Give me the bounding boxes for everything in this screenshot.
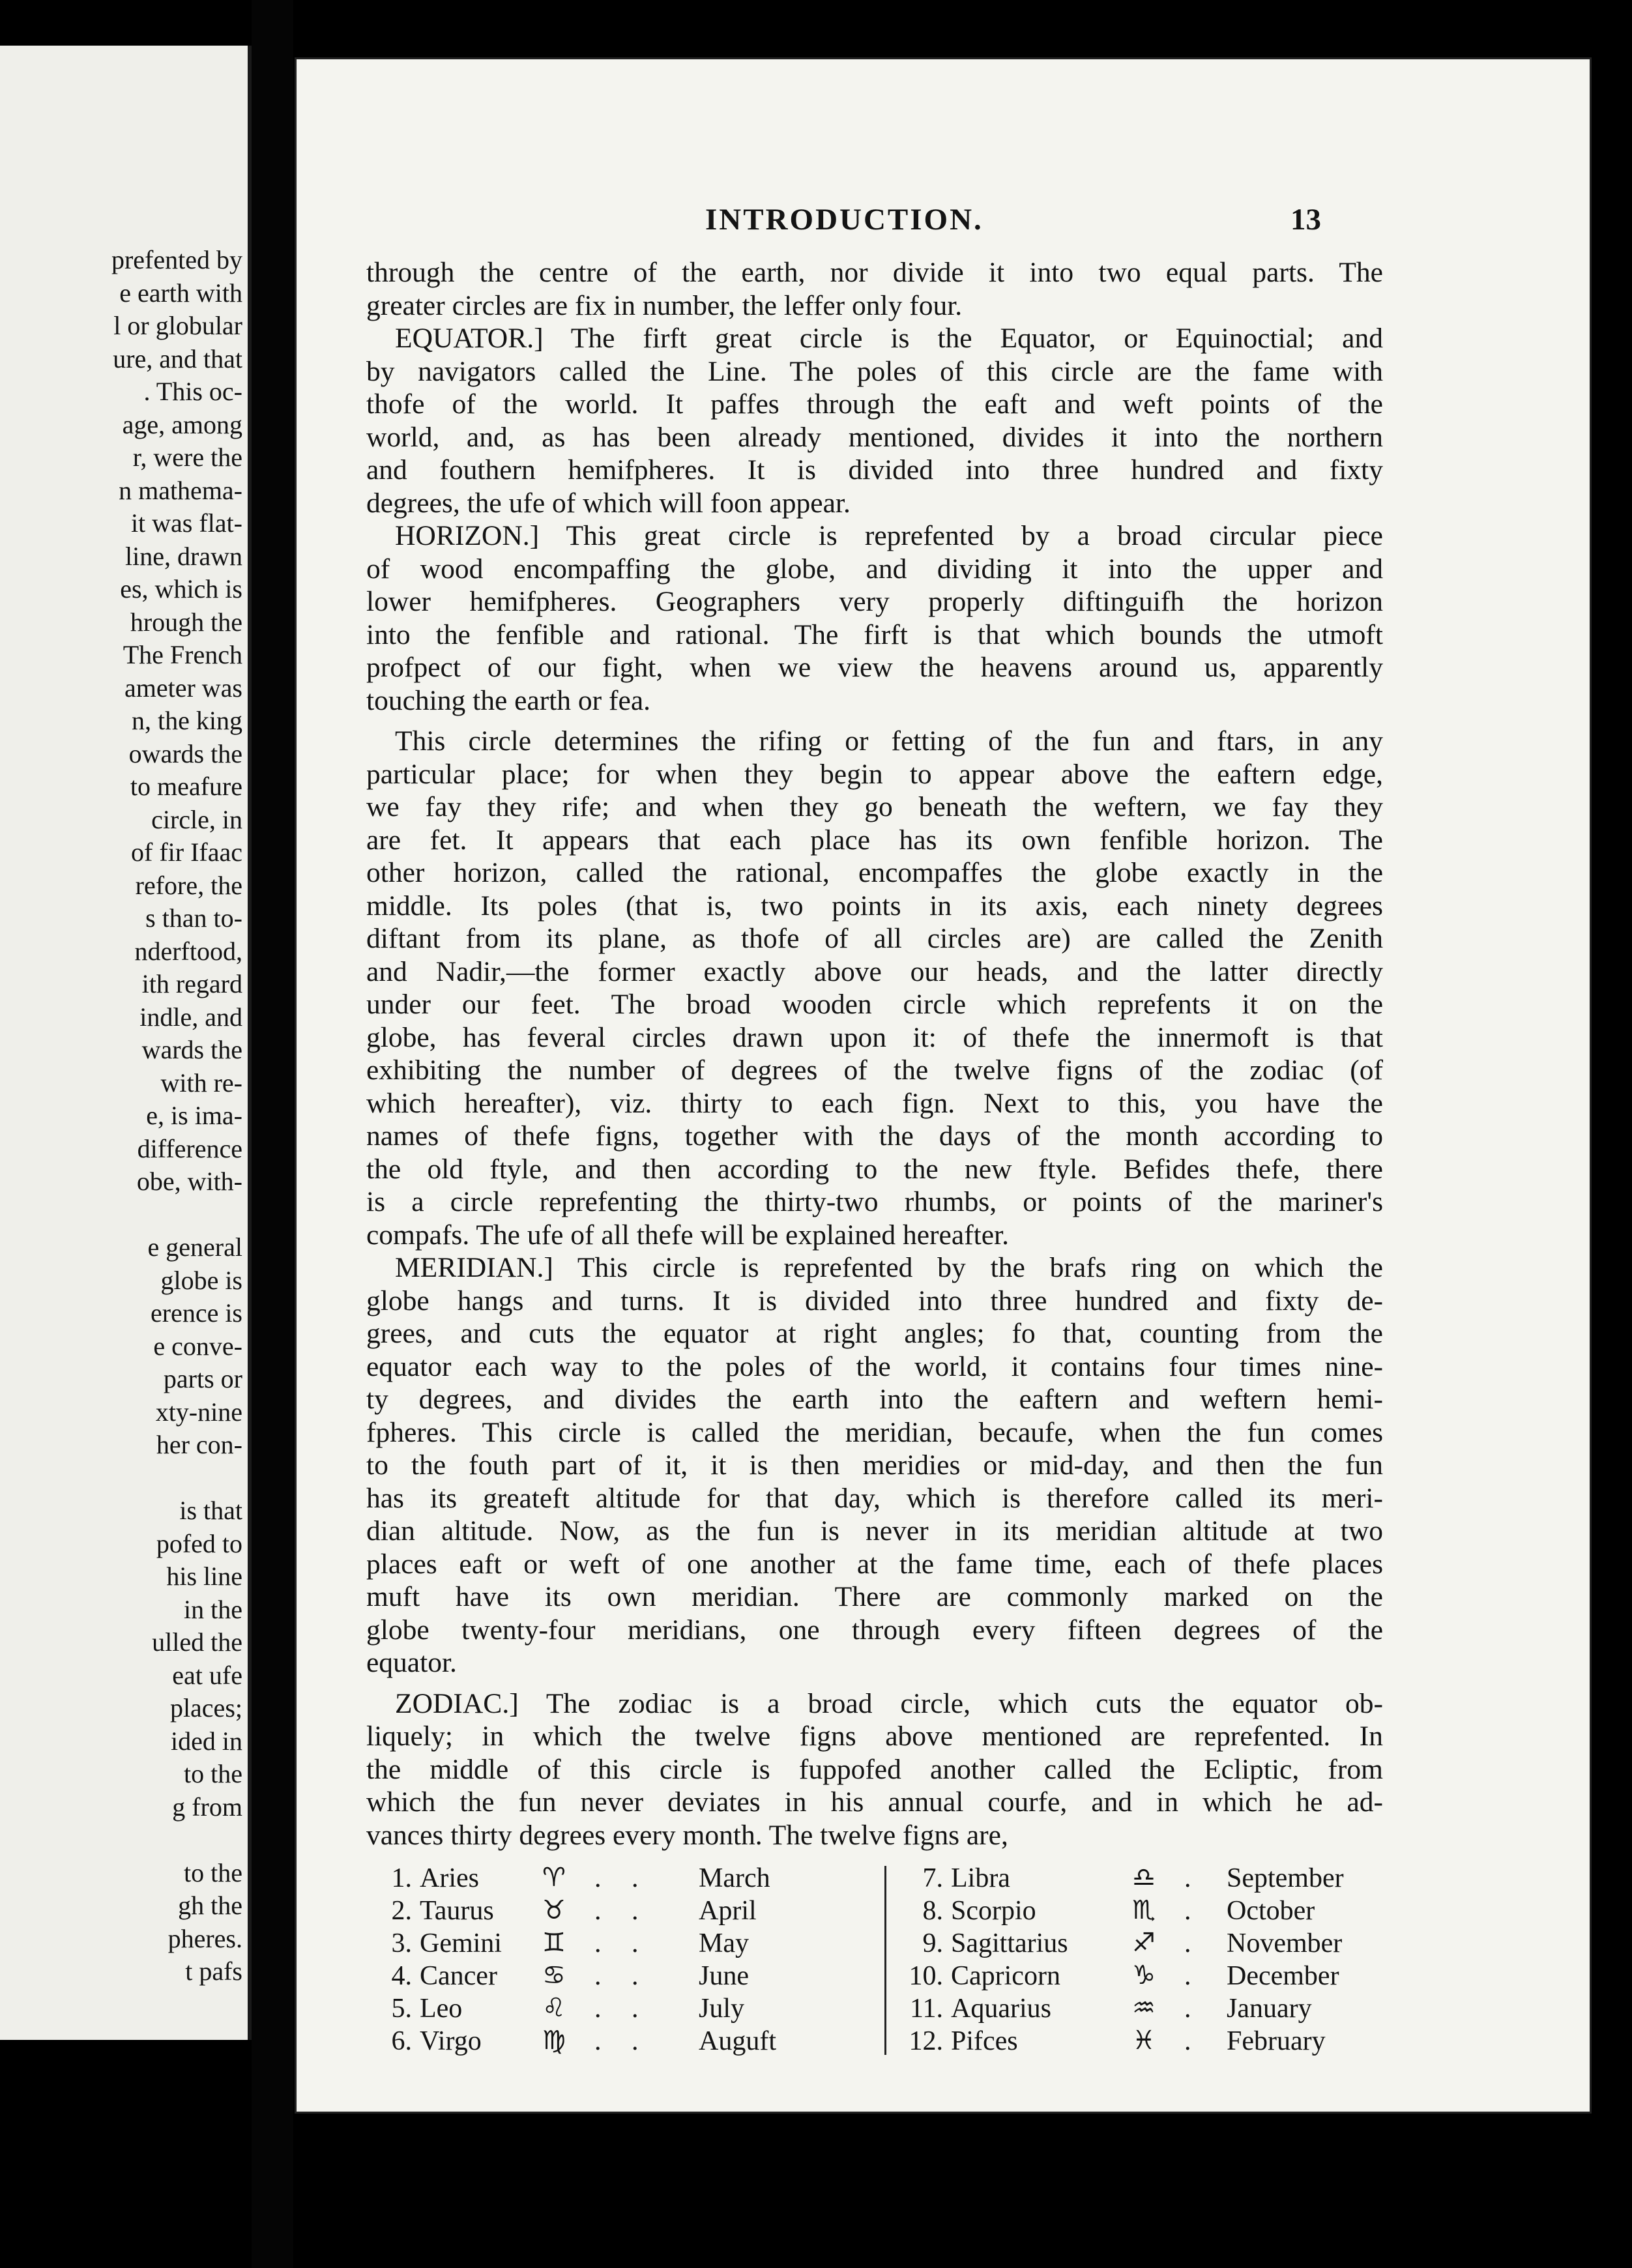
sign-number: 9. — [922, 1928, 943, 1958]
text-line: This circle determines the rifing or fetting of the fun and ftars, in any — [395, 725, 1383, 757]
text-line: of wood encompaffing the globe, and dividing it into the upper and — [366, 553, 1383, 585]
text-line: greater circles are fix in number, the leffer only four. — [366, 289, 963, 321]
facing-page-line: xty-nine — [155, 1397, 242, 1427]
body-text — [366, 256, 1383, 1852]
text-line: vances thirty degrees every month. The twelve figns are, — [366, 1819, 1008, 1851]
facing-page-line: to meafure — [130, 772, 242, 801]
facing-page-line: prefented by — [111, 245, 242, 274]
leader-dots: . — [1184, 1896, 1203, 1926]
facing-page-line: t pafs — [185, 1956, 242, 1986]
sign-number: 5. — [391, 1994, 412, 2024]
sign-symbol-icon: ♐ — [1132, 1928, 1156, 1958]
facing-page-line: e general — [147, 1232, 242, 1262]
facing-page-line: nderftood, — [134, 936, 242, 966]
sign-number: 8. — [922, 1896, 943, 1926]
sign-symbol-icon: ♈ — [542, 1863, 566, 1893]
leader-dots: . . — [594, 1928, 650, 1958]
book-page — [295, 57, 1592, 2114]
sign-row — [366, 2026, 881, 2058]
facing-page-line: owards the — [128, 738, 242, 768]
sign-number: 2. — [391, 1896, 412, 1926]
facing-page-line: to the — [184, 1857, 242, 1887]
sign-row — [897, 1960, 1383, 1993]
facing-page-line: places; — [169, 1693, 242, 1723]
text-line: diftant from its plane, as thofe of all circles are) are called the Zenith — [366, 923, 1383, 954]
sign-name: Capricorn — [951, 1961, 1060, 1991]
facing-page-line: age, among — [122, 409, 242, 439]
facing-page-fragment — [0, 46, 252, 2040]
sign-month: June — [699, 1961, 749, 1991]
sign-name: Leo — [420, 1994, 463, 2024]
facing-page-line: erence is — [150, 1298, 242, 1328]
sign-symbol-icon: ♑ — [1132, 1960, 1156, 1990]
sign-symbol-icon: ♌ — [542, 1993, 566, 2023]
sign-number: 3. — [391, 1928, 412, 1958]
text-line: into the fenfible and rational. The firft is that which bounds the utmoft — [366, 618, 1383, 650]
sign-month: September — [1227, 1863, 1344, 1893]
facing-page-line: in the — [184, 1594, 242, 1624]
facing-page-line: ulled the — [152, 1627, 242, 1657]
text-line: under our feet. The broad wooden circle which reprefents it on the — [366, 989, 1383, 1020]
sign-row — [897, 1895, 1383, 1928]
sign-month: October — [1227, 1896, 1315, 1926]
gutter-shadow — [252, 0, 293, 2268]
running-header — [295, 202, 1592, 241]
leader-dots: . — [1184, 1863, 1203, 1893]
facing-page-line: with re- — [160, 1068, 242, 1098]
leader-dots: . — [1184, 2026, 1203, 2056]
page-number: 13 — [1290, 203, 1321, 237]
facing-page-line: globe is — [160, 1265, 242, 1295]
sign-name: Sagittarius — [951, 1928, 1068, 1958]
sign-row — [897, 2026, 1383, 2058]
facing-page-line: eat ufe — [172, 1660, 242, 1690]
sign-symbol-icon: ♋ — [542, 1960, 566, 1990]
text-line-meridian-heading: MERIDIAN.] This circle is reprefented by the brafs ring on which the — [395, 1252, 1383, 1283]
leader-dots: . . — [594, 2026, 650, 2056]
sign-number: 1. — [391, 1863, 412, 1893]
facing-page-line: The French — [123, 640, 242, 669]
text-line: dian altitude. Now, as the fun is never in its meridian altitude at two — [366, 1515, 1383, 1547]
leader-dots: . . — [594, 1994, 650, 2024]
signs-column-left — [366, 1863, 881, 2065]
text-line: profpect of our fight, when we view the heavens around us, apparently — [366, 652, 1383, 683]
text-line-zodiac-heading: ZODIAC.] The zodiac is a broad circle, which cuts the equator ob- — [395, 1687, 1383, 1719]
facing-page-line: her con- — [156, 1430, 242, 1459]
sign-name: Libra — [951, 1863, 1010, 1893]
text-line: globe twenty-four meridians, one through every fifteen degrees of the — [366, 1614, 1383, 1646]
sign-symbol-icon: ♏ — [1132, 1895, 1156, 1925]
sign-month: March — [699, 1863, 770, 1893]
sign-month: December — [1227, 1961, 1339, 1991]
sign-row — [897, 1863, 1383, 1895]
text-line: the old ftyle, and then according to the new ftyle. Befides thefe, there — [366, 1153, 1383, 1185]
facing-page-line: pofed to — [156, 1528, 242, 1558]
text-line: lower hemifpheres. Geographers very properly diftinguifh the horizon — [366, 586, 1383, 617]
text-line: touching the earth or fea. — [366, 684, 651, 716]
facing-page-line: e conve- — [153, 1331, 242, 1361]
facing-page-line: s than to- — [145, 903, 242, 933]
facing-page-line: of fir Ifaac — [131, 837, 242, 867]
facing-page-line: e, is ima- — [146, 1101, 242, 1130]
facing-page-line: hrough the — [130, 607, 242, 637]
sign-number: 10. — [909, 1961, 943, 1991]
sign-name: Cancer — [420, 1961, 497, 1991]
sign-name: Gemini — [420, 1928, 502, 1958]
text-line: middle. Its poles (that is, two points in its axis, each ninety degrees — [366, 890, 1383, 922]
sign-name: Scorpio — [951, 1896, 1036, 1926]
sign-number: 11. — [910, 1994, 943, 2024]
column-divider — [884, 1866, 886, 2055]
sign-month: May — [699, 1928, 749, 1958]
text-line: liquely; in which the twelve figns above mentioned are reprefented. In — [366, 1721, 1383, 1752]
text-line-equator-heading: EQUATOR.] The firft great circle is the Equator, or Equinoctial; and — [395, 323, 1383, 354]
text-line: and Nadir,—the former exactly above our heads, and the latter directly — [366, 955, 1383, 987]
signs-column-right — [897, 1863, 1383, 2065]
leader-dots: . — [1184, 1994, 1203, 2024]
facing-page-line: to the — [184, 1759, 242, 1788]
sign-symbol-icon: ♎ — [1132, 1863, 1156, 1893]
leader-dots: . . — [594, 1961, 650, 1991]
text-line-horizon-heading: HORIZON.] This great circle is reprefented by a broad circular piece — [395, 520, 1383, 551]
facing-page-line: g from — [172, 1792, 242, 1822]
text-line: the middle of this circle is fuppofed another called the Ecliptic, from — [366, 1753, 1383, 1785]
leader-dots: . — [1184, 1928, 1203, 1958]
facing-page-line: . This oc- — [143, 377, 242, 406]
sign-row — [366, 1960, 881, 1993]
sign-number: 7. — [922, 1863, 943, 1893]
text-line: degrees, the ufe of which will foon appear. — [366, 487, 851, 519]
sign-row — [366, 1993, 881, 2026]
sign-name: Virgo — [420, 2026, 482, 2056]
sign-month: Auguft — [699, 2026, 776, 2056]
text-line: which the fun never deviates in his annual courfe, and in which he ad- — [366, 1786, 1383, 1818]
sign-name: Aquarius — [951, 1994, 1051, 2024]
facing-page-line: l or globular — [113, 311, 242, 340]
text-line: are fet. It appears that each place has its own fenfible horizon. The — [366, 824, 1383, 856]
facing-page-line: pheres. — [168, 1923, 242, 1953]
facing-page-line: parts or — [163, 1364, 242, 1393]
sign-month: November — [1227, 1928, 1343, 1958]
text-line: through the centre of the earth, nor divide it into two equal parts. The — [366, 257, 1383, 288]
text-line: ty degrees, and divides the earth into the eaftern and weftern hemi- — [366, 1384, 1383, 1415]
running-title: INTRODUCTION. — [705, 203, 984, 237]
text-line: exhibiting the number of degrees of the twelve figns of the zodiac (of — [366, 1054, 1383, 1086]
sign-row — [897, 1928, 1383, 1960]
facing-page-line: refore, the — [135, 870, 242, 900]
sign-month: April — [699, 1896, 757, 1926]
sign-number: 6. — [391, 2026, 412, 2056]
facing-page-line: circle, in — [151, 804, 242, 834]
facing-page-line: is that — [179, 1496, 242, 1525]
sign-name: Pifces — [951, 2026, 1018, 2056]
text-line: we fay they rife; and when they go beneath the weftern, we fay they — [366, 791, 1383, 822]
sign-symbol-icon: ♍ — [542, 2026, 566, 2056]
text-line: and fouthern hemifpheres. It is divided into three hundred and fixty — [366, 454, 1383, 486]
sign-number: 12. — [909, 2026, 943, 2056]
facing-page-line: ameter was — [124, 673, 242, 703]
text-line: other horizon, called the rational, encompaffes the globe exactly in the — [366, 857, 1383, 888]
facing-page-line: ure, and that — [113, 343, 242, 373]
sign-row — [366, 1863, 881, 1895]
text-line: by navigators called the Line. The poles of this circle are the fame with — [366, 355, 1383, 387]
text-line: places eaft or weft of one another at the fame time, each of thefe places — [366, 1548, 1383, 1580]
text-line: compafs. The ufe of all thefe will be explained hereafter. — [366, 1219, 1009, 1251]
sign-month: January — [1227, 1994, 1312, 2024]
text-line: to the fouth part of it, it is then meridies or mid-day, and then the fun — [366, 1449, 1383, 1481]
sign-name: Aries — [420, 1863, 479, 1893]
text-line: is a circle reprefenting the thirty-two rhumbs, or points of the mariner's — [366, 1186, 1383, 1217]
text-line: globe hangs and turns. It is divided into three hundred and fixty de- — [366, 1285, 1383, 1316]
facing-page-line: difference — [137, 1133, 242, 1163]
facing-page-line: gh the — [178, 1891, 242, 1920]
sign-row — [366, 1895, 881, 1928]
sign-symbol-icon: ♓ — [1132, 2026, 1156, 2056]
text-line: thofe of the world. It paffes through the eaft and weft points of the — [366, 388, 1383, 420]
sign-month: February — [1227, 2026, 1326, 2056]
sign-symbol-icon: ♉ — [542, 1895, 566, 1925]
sign-symbol-icon: ♊ — [542, 1928, 566, 1958]
text-line: which hereafter), viz. thirty to each fign. Next to this, you have the — [366, 1087, 1383, 1119]
facing-page-line: wards the — [141, 1035, 242, 1064]
sign-row — [897, 1993, 1383, 2026]
facing-page-line: indle, and — [139, 1002, 242, 1032]
facing-page-line: r, were the — [132, 443, 242, 472]
text-line: names of thefe figns, together with the days of the month according to — [366, 1120, 1383, 1152]
text-line: equator each way to the poles of the world, it contains four times nine- — [366, 1350, 1383, 1382]
text-line: globe, has feveral circles drawn upon it: of thefe the innermoft is that — [366, 1021, 1383, 1053]
sign-row — [366, 1928, 881, 1960]
text-line: world, and, as has been already mentioned, divides it into the northern — [366, 421, 1383, 453]
facing-page-line: obe, with- — [136, 1167, 242, 1196]
sign-month: July — [699, 1994, 745, 2024]
text-line: equator. — [366, 1647, 457, 1678]
leader-dots: . — [1184, 1961, 1203, 1991]
text-line: particular place; for when they begin to appear above the eaftern edge, — [366, 758, 1383, 790]
text-line: grees, and cuts the equator at right angles; fo that, counting from the — [366, 1318, 1383, 1349]
facing-page-line: e earth with — [119, 278, 242, 308]
leader-dots: . . — [594, 1896, 650, 1926]
facing-page-line: es, which is — [120, 574, 242, 603]
facing-page-line: his line — [166, 1562, 242, 1591]
facing-page-line: ided in — [171, 1726, 242, 1756]
sign-symbol-icon: ♒ — [1132, 1993, 1156, 2023]
facing-page-line: ith regard — [141, 969, 242, 998]
zodiac-signs-table — [366, 1863, 1383, 2065]
text-line: has its greateft altitude for that day, which is therefore called its meri- — [366, 1482, 1383, 1514]
facing-page-line: n mathema- — [119, 475, 242, 505]
facing-page-line: line, drawn — [125, 541, 242, 571]
text-line: fpheres. This circle is called the meridian, becaufe, when the fun comes — [366, 1416, 1383, 1448]
text-line: muft have its own meridian. There are commonly marked on the — [366, 1581, 1383, 1612]
facing-page-line: it was flat- — [130, 508, 242, 538]
facing-page-line: n, the king — [132, 706, 242, 735]
sign-number: 4. — [391, 1961, 412, 1991]
sign-name: Taurus — [420, 1896, 494, 1926]
leader-dots: . . — [594, 1863, 650, 1893]
